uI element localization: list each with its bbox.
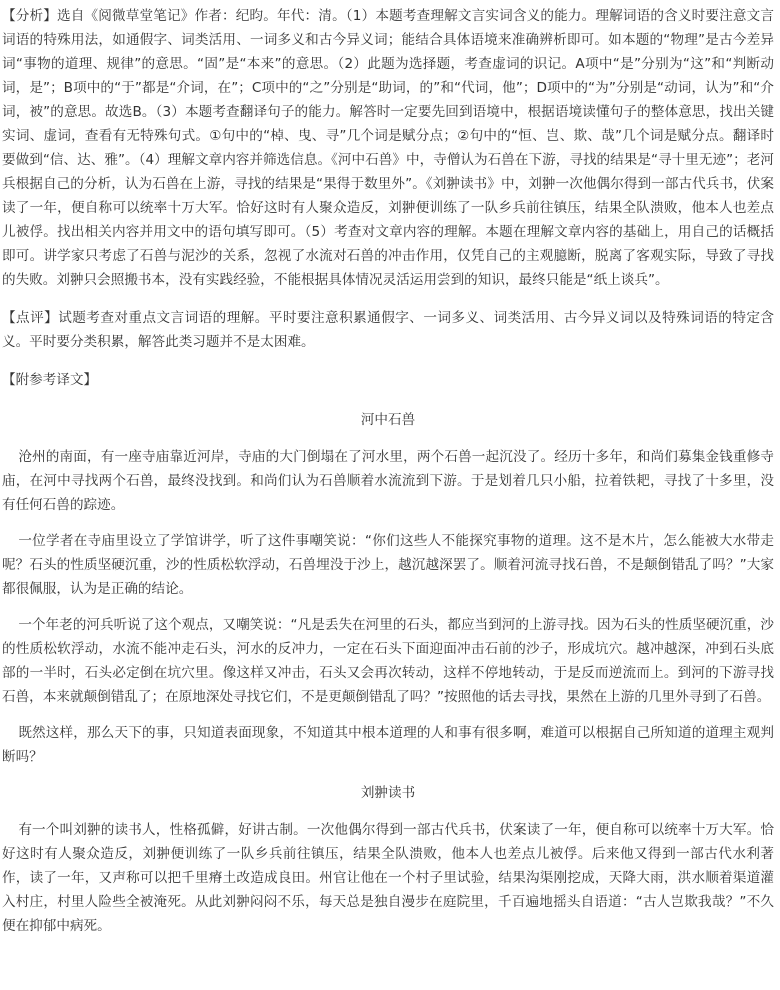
story1-paragraph: 一位学者在寺庙里设立了学馆讲学，听了这件事嘲笑说：“你们这些人不能探究事物的道理。这不是木片，怎么能被大水带走呢？石头的性质坚硬沉重，沙的性质松软浮动，石兽埋没于沙上，越沉越深罢了。顺着河流寻找石兽，不是颠倒错乱了吗？”大家都很佩服，认为是正确的结论。 (2, 533, 774, 597)
comment-section (2, 306, 774, 354)
story2-paragraph: 有一个叫刘翀的读书人，性格孤僻，好讲古制。一次他偶尔得到一部古代兵书，伏案读了一年，便自称可以统率十万大军。恰好这时有人聚众造反，刘翀便训练了一队乡兵前往镇压，结果全队溃败，他本人也差点儿被俘。后来他又得到一部古代水利著作，读了一年，又声称可以把千里瘠土改造成良田。州官让他在一个村子里试验，结果沟渠刚挖成，天降大雨，洪水顺着渠道灌入村庄，村里人险些全被淹死。从此刘翀闷闷不乐，每天总是独自漫步在庭院里，千百遍地摇头自语道：“古人岂欺我哉？”不久便在抑郁中病死。 (2, 822, 774, 934)
comment-tag: 【点评】 (2, 310, 59, 326)
story2-title: 刘翀读书 (360, 785, 416, 801)
comment-text: 试题考查对重点文言词语的理解。平时要注意积累通假字、一词多义、词类活用、古今异义词以及特殊词语的特定含义。平时要分类积累，解答此类习题并不是太困难。 (2, 310, 775, 350)
analysis-section (2, 4, 774, 292)
story1-title: 河中石兽 (360, 412, 416, 428)
story1-paragraph: 一个年老的河兵听说了这个观点，又嘲笑说：“凡是丢失在河里的石头，都应当到河的上游寻找。因为石头的性质坚硬沉重，沙的性质松软浮动，水流不能冲走石头，河水的反冲力，一定在石头下面迎面冲击石前的沙子，形成坑穴。越冲越深，冲到石头底部的一半时，石头必定倒在坑穴里。像这样又冲击，石头又会再次转动，这样不停地转动，于是反而逆流而上。到河的下游寻找石兽，本来就颠倒错乱了；在原地深处寻找它们，不是更颠倒错乱了吗？”按照他的话去寻找，果然在上游的几里外寻到了石兽。 (2, 617, 774, 705)
analysis-tag: 【分析】 (2, 8, 58, 24)
story1-paragraph: 沧州的南面，有一座寺庙靠近河岸，寺庙的大门倒塌在了河水里，两个石兽一起沉没了。经历十多年，和尚们募集金钱重修寺庙，在河中寻找两个石兽，最终没找到。和尚们认为石兽顺着水流流到下游。于是划着几只小船，拉着铁耙，寻找了十多里，没有任何石兽的踪迹。 (2, 449, 774, 513)
reference-heading: 【附参考译文】 (2, 372, 98, 388)
analysis-text: 选自《阅微草堂笔记》作者：纪昀。年代：清。（1）本题考查理解文言实词含义的能力。理解词语的含义时要注意文言词语的特殊用法，如通假字、词类活用、一词多义和古今异义词；能结合具体语境来准确辨析即可。如本题的“物理”是古今差异词“事物的道理、规律”的意思。“固”是“本来”的意思。（2）此题为选择题，考查虚词的识记。A项中“是”分别为“这”和“判断动词，是”；B项中的“于”都是“介词，在”；C项中的“之”分别是“助词，的”和“代词，他”；D项中的“为”分别是“动词，认为”和“介词，被”的意思。故选B。（3）本题考查翻译句子的能力。解答时一定要先回到语境中，根据语境读懂句子的整体意思，找出关键实词、虚词，查看有无特殊句式。①句中的“棹、曳、寻”几个词是赋分点；②句中的“恒、岂、欺、哉”几个词是赋分点。翻译时要做到“信、达、雅”。（4）理解文章内容并筛选信息。《河中石兽》中，寺僧认为石兽在下游，寻找的结果是“寻十里无迹”；老河兵根据自己的分析，认为石兽在上游，寻找的结果是“果得于数里外”。《刘翀读书》中，刘翀一次他偶尔得到一部古代兵书，伏案读了一年，便自称可以统率十万大军。恰好这时有人聚众造反，刘翀便训练了一队乡兵前往镇压，结果全队溃败，他本人也差点儿被俘。找出相关内容并用文中的语句填写即可。（5）考查对文章内容的理解。本题在理解文章内容的基础上，用自己的话概括即可。讲学家只考虑了石兽与泥沙的关系，忽视了水流对石兽的冲击作用，仅凭自己的主观臆断，脱离了客观实际，导致了寻找的失败。刘翀只会照搬书本，没有实践经验，不能根据具体情况灵活运用尝到的知识，最终只能是“纸上谈兵”。 (2, 8, 774, 288)
story1-paragraph: 既然这样，那么天下的事，只知道表面现象，不知道其中根本道理的人和事有很多啊，难道可以根据自己所知道的道理主观判断吗？ (2, 725, 774, 765)
